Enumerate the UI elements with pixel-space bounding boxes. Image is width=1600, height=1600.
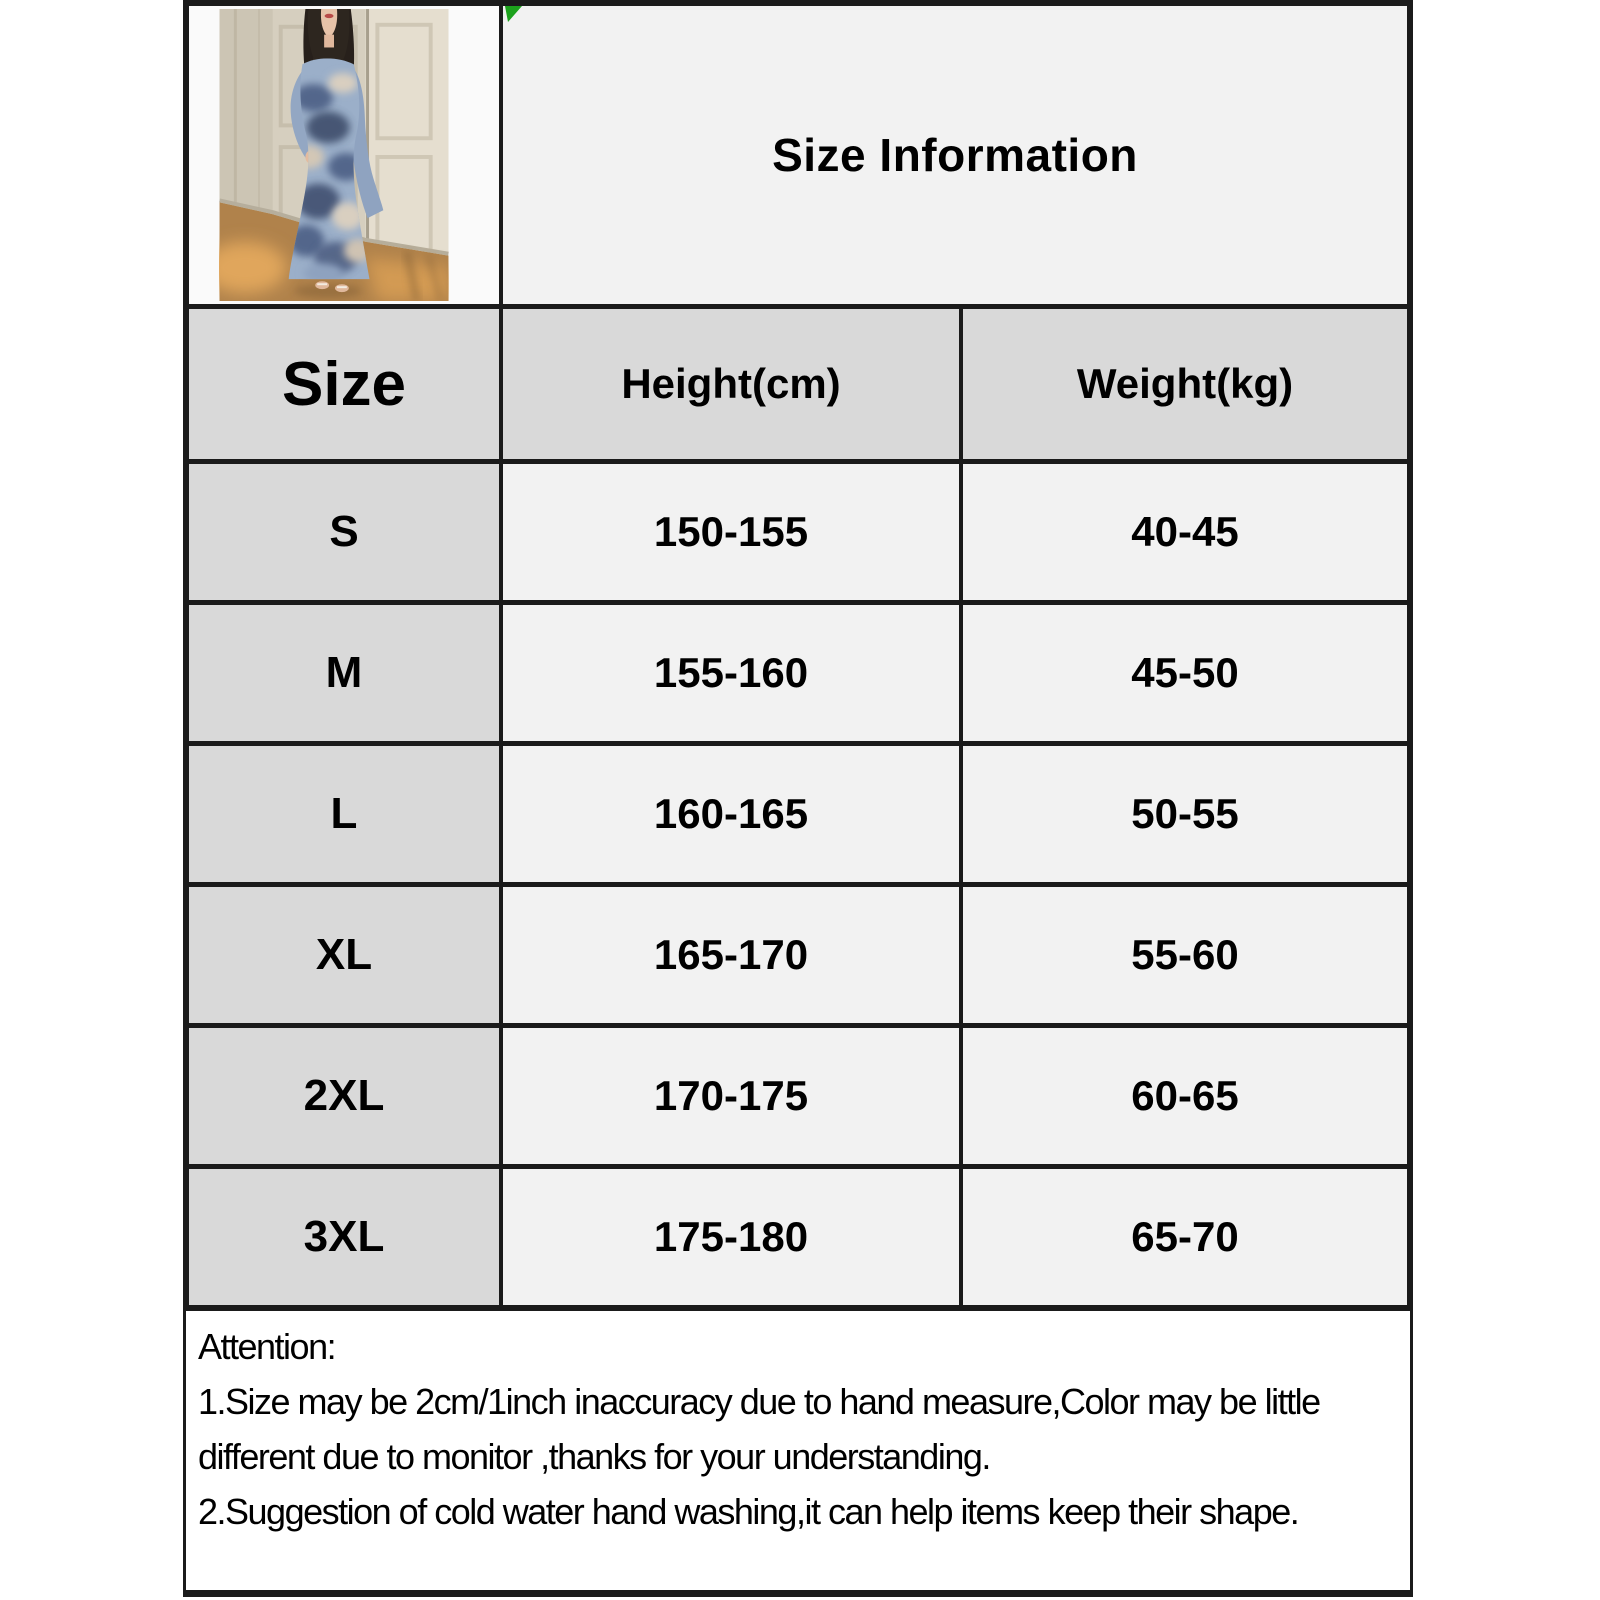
column-header-size: Size: [189, 309, 499, 459]
size-cell: S: [189, 464, 499, 600]
green-corner-marker-icon: [505, 6, 522, 22]
page-title: Size Information: [499, 6, 1407, 304]
column-header-weight: Weight(kg): [959, 309, 1407, 459]
height-cell: 170-175: [499, 1028, 959, 1164]
weight-cell: 60-65: [959, 1028, 1407, 1164]
table-row: [189, 459, 1407, 600]
weight-cell: 40-45: [959, 464, 1407, 600]
product-photo-cell: [189, 6, 499, 304]
size-cell: XL: [189, 887, 499, 1023]
size-cell: L: [189, 746, 499, 882]
height-cell: 175-180: [499, 1169, 959, 1305]
weight-cell: 65-70: [959, 1169, 1407, 1305]
table-header-row: [189, 304, 1407, 459]
height-cell: 155-160: [499, 605, 959, 741]
attention-line: 2.Suggestion of cold water hand washing,it can help items keep their shape.: [198, 1491, 1299, 1532]
weight-cell: 55-60: [959, 887, 1407, 1023]
product-photo: [219, 9, 449, 301]
attention-note: [183, 1311, 1413, 1597]
size-cell: 2XL: [189, 1028, 499, 1164]
size-table: [183, 0, 1413, 1311]
weight-cell: 45-50: [959, 605, 1407, 741]
height-cell: 165-170: [499, 887, 959, 1023]
weight-cell: 50-55: [959, 746, 1407, 882]
height-cell: 150-155: [499, 464, 959, 600]
title-row: [189, 6, 1407, 304]
size-cell: M: [189, 605, 499, 741]
attention-line: different due to monitor ,thanks for your understanding.: [198, 1436, 990, 1477]
size-sheet: [183, 0, 1413, 1597]
size-cell: 3XL: [189, 1169, 499, 1305]
table-row: [189, 600, 1407, 741]
height-cell: 160-165: [499, 746, 959, 882]
column-header-height: Height(cm): [499, 309, 959, 459]
table-row: [189, 1164, 1407, 1305]
table-row: [189, 882, 1407, 1023]
attention-heading: Attention:: [198, 1326, 336, 1367]
table-row: [189, 741, 1407, 882]
table-row: [189, 1023, 1407, 1164]
attention-line: 1.Size may be 2cm/1inch inaccuracy due to hand measure,Color may be little: [198, 1381, 1320, 1422]
